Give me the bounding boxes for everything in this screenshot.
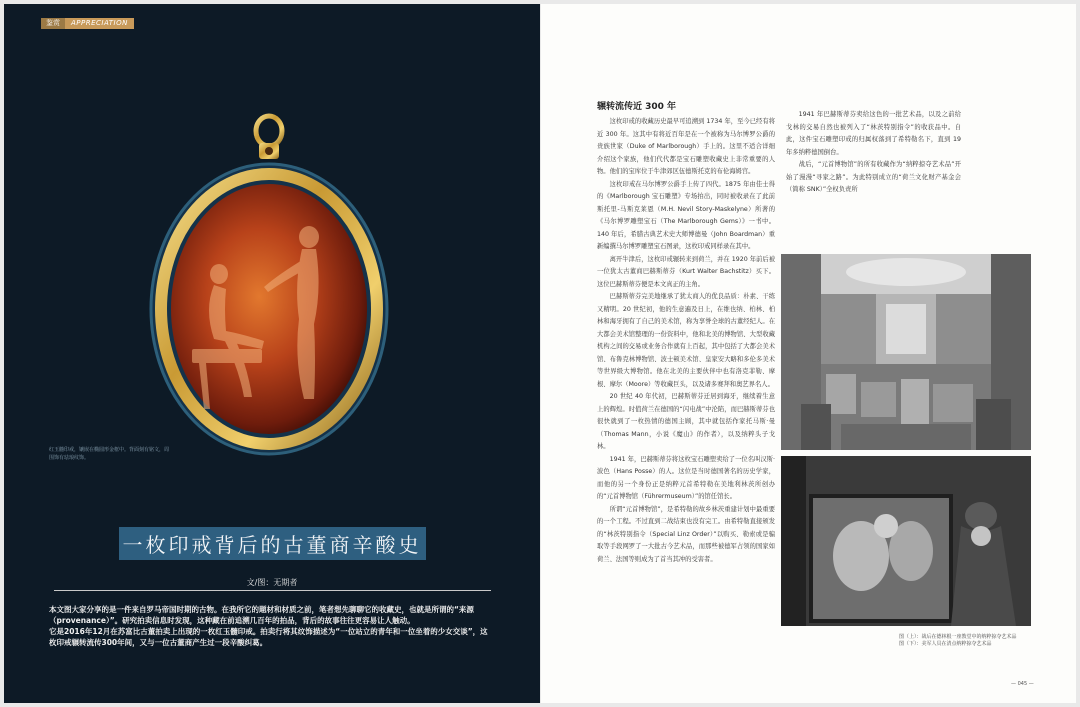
ring-bail — [256, 116, 282, 159]
paragraph: 巴赫斯蒂芬完美地继承了犹太商人的优良品质：朴素、干练又精明。20 世纪初，他的生意遍及日上，在维也纳、柏林、柏林和海牙拥有了自己的美术馆，称为享誉全球的古董经纪人。在大都会美术馆整理的一份资料中，他和北美的博物馆、大型收藏机构之间的交易或业务合作就有上百起，其中包括了大都会美术馆、布鲁克林博物馆、波士顿美术馆、皇家安大略和多伦多美术等世界级大博物馆。他在北美的主要伙伴中也有洛克菲勒、摩根、摩尔（Moore）等收藏巨头，以及诸多赛拜和奥艺界名人。 — [597, 293, 775, 388]
paragraph: 战后，“元首博物馆”的所有收藏作为“纳粹掠夺艺术品”开始了漫漫“寻家之路”。为此特别成立的“荷兰文化财产基金会（简称 SNK）”全权负责所 — [786, 161, 961, 193]
paragraph: 所谓“元首博物馆”，是希特勒的故乡林茨重建计划中最重要的一个工程。不过直到二战结束也没有完工。由希特勒直接颁发的“林茨特别指令（Special Linz Order）”以购买、勒索或是骗取等手段网罗了一大批古今艺术品，而那些被德军占领的国家如荷兰、法国等则成为了首当其冲的受害者。 — [597, 505, 775, 563]
image-caption-top: 图（上）：战后在德林根一座教堂中的纳粹掠夺艺术品 — [899, 634, 1017, 640]
right-page — [541, 4, 1076, 703]
church-storage-photo — [781, 254, 1031, 450]
lead-line-1: 本文图大家分享的是一件来自罗马帝国时期的古物。在我所它的题材和材质之前，笔者想先聊聊它的收藏史，也就是所谓的“来源（provenance）”。研究拍卖信息时发现，这种藏在前追溯几百年的拍品，背后的故事往往更容易让人触动。 — [49, 605, 474, 625]
paragraph: 这枚印戒在马尔博罗公爵手上传了四代。1875 年由佳士得的《Marlborough 宝石雕塑》专场拍出，同时被收录在了此前斯托里-马斯克莱恩（M.H. Nevil Story-Maskelyne）所著的《马尔博罗雕塑宝石（The Marlborough Gems）》一书中。140 年后，希腊古典艺术史大师博德曼（John Boardman）重新编撰马尔博罗雕塑宝石图录，这枚印戒同样录在其中。 — [597, 180, 775, 250]
intaglio-ring-photo — [144, 109, 394, 459]
paragraph: 这枚印戒的收藏历史最早可追溯到 1734 年，至今已经有将近 300 年。这其中有将近百年是在一个被称为马尔博罗公爵的贵族世家（Duke of Marlborough）手上的。这里不适合详细介绍这个家族，他们代代都是宝石雕塑收藏史上非常重要的人物。他们的宝库位于牛津郊区伍德斯托克的布伦海姆宫。 — [597, 118, 775, 175]
lead-line-2: 它是2016年12月在苏富比古董拍卖上出现的一枚红玉髓印戒。拍卖行将其纹饰描述为“一位站立的青年和一位坐着的少女交谈”，这枚印戒辗转流传300年间，又与一位古董商产生过一段辛酸纠葛。 — [49, 627, 488, 647]
section-tag — [41, 18, 134, 29]
text-column-2 — [786, 109, 961, 197]
magazine-spread — [4, 4, 1076, 703]
byline: 文/图：无期者 — [246, 578, 298, 587]
paragraph: 20 世纪 40 年代初，巴赫斯蒂芬迁居到海牙，继续着生意上的辉煌。时值荷兰在德国的“闪电战”中沦陷，而巴赫斯蒂芬也很快就到了一枚热情的德国主顾，其中就包括作家托马斯·曼（Thomas Mann，小说《魔山》的作者），以及纳粹头子戈林。 — [597, 393, 775, 450]
left-page — [4, 4, 540, 703]
article-title-wrap — [4, 527, 540, 560]
article-title: 一枚印戒背后的古董商辛酸史 — [119, 527, 426, 560]
image-caption-bottom: 图（下）：美军人员在清点纳粹掠夺艺术品 — [899, 641, 992, 647]
section-tag-en: APPRECIATION — [65, 18, 134, 29]
divider — [54, 590, 491, 591]
page-number: — 045 — — [1011, 681, 1034, 687]
section-subheading: 辗转流传近 300 年 — [597, 102, 677, 112]
paragraph: 离开牛津后，这枚印戒辗转来到荷兰，并在 1920 年前后被一位犹太古董商巴赫斯蒂芬（Kurt Walter Bachstitz）买下。这位巴赫斯蒂芬便是本文真正的主角。 — [597, 255, 775, 288]
paragraph: 1941 年巴赫斯蒂芬卖给这色的一批艺术品，以及之前给戈林的交易自然也被列入了“林茨特别指令”的收获品中。自此，这件宝石雕塑印戒的归属权落到了希特勒名下，直到 19 年多纳粹德国倒台。 — [786, 111, 961, 156]
photo-caption: 红玉髓印戒，镶嵌在椭圆形金框中。背面刻有铭文，周围饰有珐琅纹饰。 — [49, 447, 170, 461]
section-tag-zh: 鉴赏 — [41, 18, 65, 29]
lead-paragraph — [49, 604, 494, 648]
paragraph: 1941 年，巴赫斯蒂芬将这枚宝石雕塑卖给了一位名叫汉斯·波色（Hans Posse）的人。这位是当时德国著名的历史学家，而他的另一个身份正是纳粹元首希特勒在美地利林茨所创办的“元首博物馆（Führermuseum）”的馆任馆长。 — [597, 455, 775, 500]
text-column-1 — [597, 116, 775, 676]
soldiers-painting-photo — [781, 456, 1031, 626]
image-caption — [899, 634, 1039, 648]
